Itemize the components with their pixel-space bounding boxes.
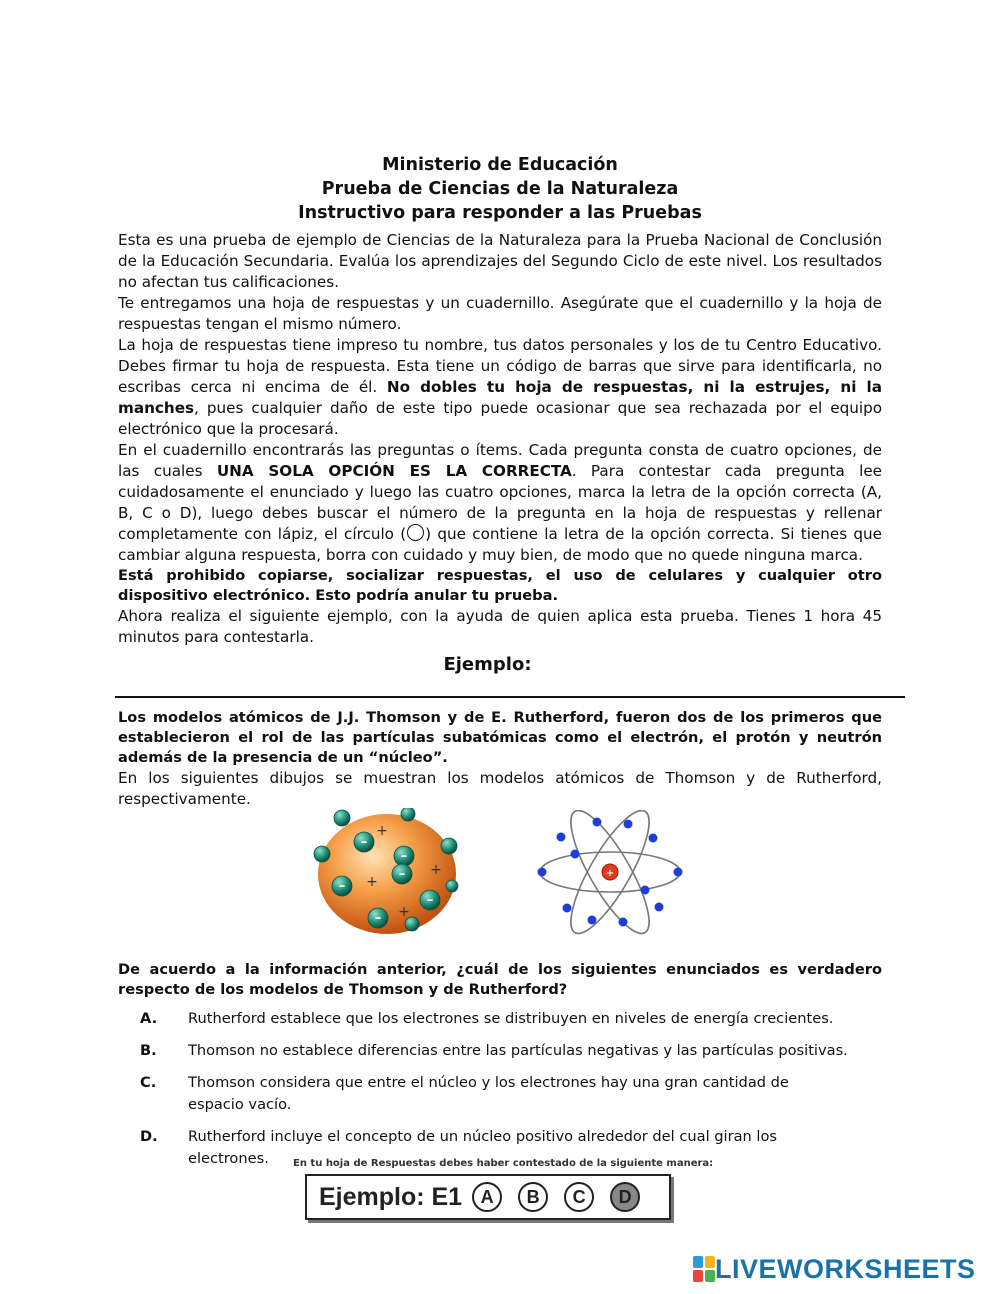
liveworksheets-logo-text: LIVEWORKSHEETS — [715, 1253, 976, 1284]
circle-icon — [407, 524, 424, 541]
answer-sheet-label: Ejemplo: E1 — [319, 1182, 463, 1211]
intro-paragraph-4: En el cuadernillo encontrarás las preguntas o ítems. Cada pregunta consta de cuatro opciones, de las cuales UNA SOLA OPCIÓN ES LA CORRECTA. Para contestar cada pregunta lee cuidadosamente el enunciado y luego las cuatro opciones, marca la letra de la opción correcta (A, B, C o D), luego debes buscar el número de la pregunta en la hoja de respuestas y rellenar completamente con lápiz, el círculo ( ) que contiene la letra de la opción correcta. Si tienes que cambiar alguna respuesta, borra con cuidado y muy bien, de modo que no quede ninguna marca. — [118, 441, 883, 564]
option-c[interactable] — [140, 1072, 900, 1116]
example-stem-normal: En los siguientes dibujos se muestran los modelos atómicos de Thomson y de Rutherford, respectivamente. — [118, 769, 882, 808]
answer-sheet-example — [305, 1174, 671, 1220]
test-title: Prueba de Ciencias de la Naturaleza — [321, 179, 679, 199]
intro-paragraph-1: Esta es una prueba de ejemplo de Ciencias de la Naturaleza para la Prueba Nacional de Conclusión de la Educación Secundaria. Evalúa los aprendizajes del Segundo Ciclo de este nivel. Los resultados no afectan tus calificaciones. — [118, 231, 882, 291]
svg-text:+: + — [430, 862, 442, 878]
option-letter: B. — [140, 1042, 157, 1059]
document-header — [0, 153, 1000, 225]
option-a[interactable] — [140, 1008, 900, 1030]
option-text: Rutherford establece que los electrones se distribuyen en niveles de energía crecientes. — [188, 1010, 834, 1027]
svg-text:–: – — [426, 893, 434, 908]
instructions-body — [118, 230, 882, 648]
option-letter: C. — [140, 1074, 157, 1091]
svg-text:+: + — [398, 904, 410, 920]
svg-text:–: – — [338, 879, 346, 894]
option-b[interactable] — [140, 1040, 900, 1062]
warning-no-fold: No dobles tu hoja de respuestas, ni la estrujes, ni la manches — [118, 378, 882, 417]
example-question: De acuerdo a la información anterior, ¿cuál de los siguientes enunciados es verdadero respecto de los modelos de Thomson y de Rutherford? — [118, 961, 882, 998]
instructions-title: Instructivo para responder a las Pruebas — [298, 203, 702, 223]
svg-text:–: – — [360, 835, 368, 850]
svg-text:+: + — [376, 823, 388, 839]
intro-paragraph-2: Te entregamos una hoja de respuestas y un cuadernillo. Asegúrate que el cuadernillo y la hoja de respuestas tengan el mismo número. — [118, 294, 882, 333]
svg-text:+: + — [366, 874, 378, 890]
bubble-b: B — [518, 1182, 548, 1212]
ministry-title: Ministerio de Educación — [382, 155, 618, 175]
bubble-d-filled: D — [610, 1182, 640, 1212]
option-text: Thomson considera que entre el núcleo y los electrones hay una gran cantidad de espacio vacío. — [188, 1074, 789, 1113]
example-stem-bold: Los modelos atómicos de J.J. Thomson y de E. Rutherford, fueron dos de los primeros que establecieron el rol de las partículas subatómicas como el electrón, el protón y neutrón además de la presencia de un “núcleo”. — [118, 709, 882, 766]
example-stem — [118, 708, 882, 810]
intro-paragraph-3: La hoja de respuestas tiene impreso tu nombre, tus datos personales y los de tu Centro Educativo. Debes firmar tu hoja de respuesta. Esta tiene un código de barras que sirve para identificarla, no escribas cerca ni encima de él. No dobles tu hoja de respuestas, ni la estrujes, ni la manches, pues cualquier daño de este tipo puede ocasionar que sea rechazada por el equipo electrónico que la procesará. — [118, 336, 882, 438]
answer-options — [140, 1008, 900, 1180]
svg-text:–: – — [398, 867, 406, 882]
one-correct-option-emphasis: UNA SOLA OPCIÓN ES LA CORRECTA — [216, 462, 572, 480]
option-letter: D. — [140, 1128, 158, 1145]
intro-paragraph-6: Ahora realiza el siguiente ejemplo, con la ayuda de quien aplica esta prueba. Tienes 1 hora 45 minutos para contestarla. — [118, 607, 882, 646]
bubble-a: A — [472, 1182, 502, 1212]
option-text: Thomson no establece diferencias entre las partículas negativas y las partículas positivas. — [188, 1042, 848, 1059]
example-title: Ejemplo: — [443, 654, 532, 675]
prohibition-notice: Está prohibido copiarse, socializar respuestas, el uso de celulares y cualquier otro dispositivo electrónico. Esto podría anular tu prueba. — [118, 567, 882, 604]
option-text: Rutherford incluye el concepto de un núcleo positivo alrededor del cual giran los electrones. — [188, 1128, 777, 1167]
liveworksheets-logo-icon — [693, 1256, 715, 1282]
svg-text:–: – — [374, 911, 382, 926]
divider — [115, 696, 905, 698]
thomson-model-illustration — [312, 808, 462, 938]
option-letter: A. — [140, 1010, 158, 1027]
svg-text:–: – — [400, 849, 408, 864]
svg-text:+: + — [605, 868, 615, 879]
liveworksheets-logo[interactable] — [693, 1254, 976, 1284]
bubble-c: C — [564, 1182, 594, 1212]
rutherford-model-illustration — [535, 810, 685, 938]
answer-sheet-caption: En tu hoja de Respuestas debes haber contestado de la siguiente manera: — [293, 1158, 714, 1169]
